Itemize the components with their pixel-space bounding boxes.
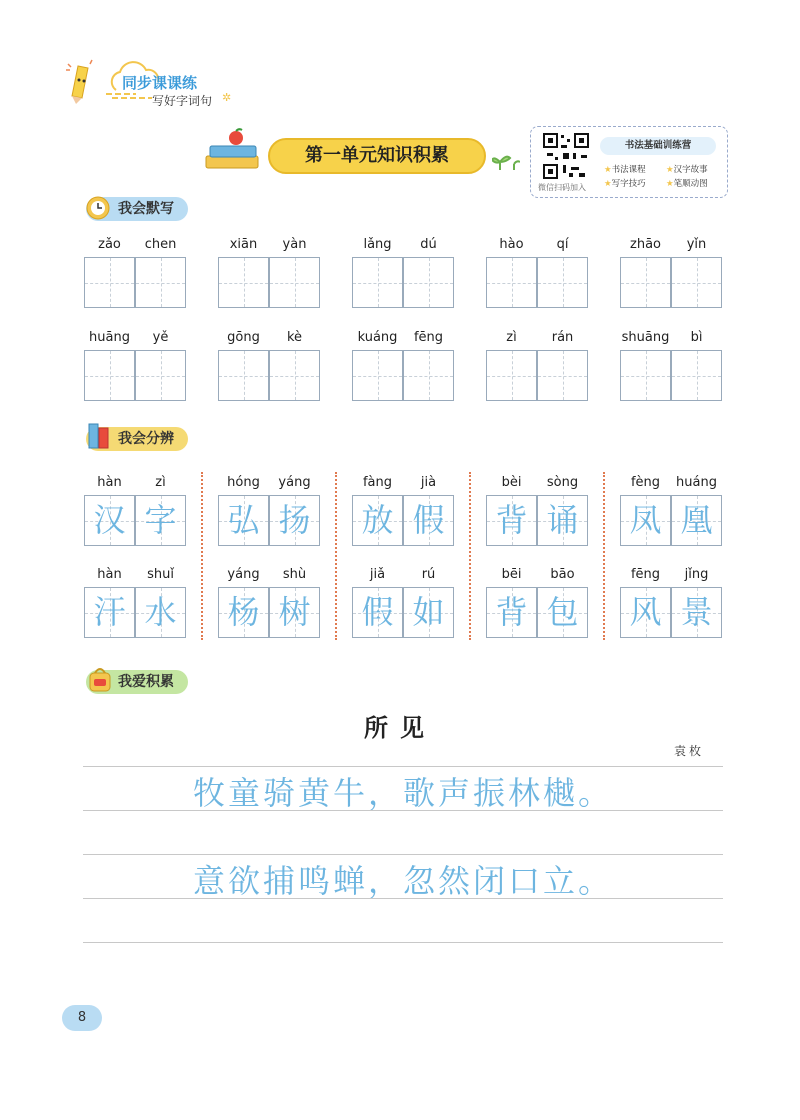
section-dictation-label: 我会默写 [86,197,188,221]
pinyin: dú [420,237,437,252]
page-number: 8 [62,1005,102,1031]
group-separator [469,472,471,640]
unit-title-banner: 第一单元知识积累 [268,138,486,174]
pinyin: rú [421,567,436,582]
hanzi: 背 [495,593,528,631]
qr-item: ★写字技巧 [604,179,646,189]
hanzi: 弘 [227,501,260,539]
pinyin: yáng [227,567,260,582]
ruled-line [83,854,723,855]
hanzi: 水 [144,593,177,631]
pinyin: bèi [501,475,522,490]
group-separator [201,472,203,640]
pinyin: shù [282,567,307,582]
hanzi: 扬 [278,501,311,539]
group-separator [603,472,605,640]
pinyin: yàn [282,237,307,252]
pinyin: jǐng [684,567,709,582]
pinyin: fēng [630,567,661,582]
hanzi: 树 [278,593,311,631]
poem-author: 袁枚 [674,744,705,758]
pinyin: shuǐ [147,567,174,582]
hanzi: 杨 [227,593,260,631]
star-icon: ★ [666,165,674,175]
ruled-line [83,942,723,943]
series-title: 同步课课练 [122,74,198,92]
ruled-line [83,898,723,899]
hanzi: 字 [144,501,177,539]
poem-title: 所见 [364,714,436,742]
pinyin: zhāo [630,237,661,252]
pinyin: fàng [362,475,393,490]
qr-item: ★笔顺动图 [666,179,708,189]
pinyin: shuāng [621,330,670,345]
pinyin: qí [556,237,569,252]
hanzi: 景 [680,593,713,631]
pinyin: jiǎ [369,567,386,582]
series-subtitle: 写好字词句 [152,94,213,108]
pinyin: lǎng [363,237,392,252]
hanzi: 如 [412,593,445,631]
pinyin: zǎo [98,237,121,252]
pinyin: gōng [227,330,260,345]
pinyin: rán [551,330,574,345]
ruled-line [83,810,723,811]
star-icon: ★ [666,179,674,189]
pinyin: hóng [227,475,260,490]
qr-item: ★汉字故事 [666,165,708,175]
pinyin: yǐn [686,237,707,252]
pinyin: sòng [546,475,579,490]
pinyin: fèng [630,475,661,490]
pinyin: bì [690,330,703,345]
pinyin: fēng [413,330,444,345]
hanzi: 诵 [546,501,579,539]
pinyin: hàn [97,475,122,490]
hanzi: 凤 [629,501,662,539]
qr-caption: 微信扫码加入 [538,183,586,192]
hanzi: 汉 [93,501,126,539]
section-accumulate-label: 我爱积累 [86,670,188,694]
hanzi: 假 [361,593,394,631]
pinyin: huāng [89,330,130,345]
group-separator [335,472,337,640]
ruled-line [83,766,723,767]
schoolbag-icon [86,665,114,693]
pinyin: jià [420,475,437,490]
hanzi: 凰 [680,501,713,539]
star-icon: ★ [604,165,612,175]
pinyin: chen [144,237,177,252]
pinyin: yě [152,330,169,345]
pinyin: bāo [550,567,575,582]
qr-item: ★书法课程 [604,165,646,175]
pinyin: zì [506,330,517,345]
pinyin: kuáng [357,330,398,345]
hanzi: 假 [412,501,445,539]
pinyin: huáng [676,475,717,490]
sun-icon: ✲ [222,91,232,104]
pinyin: yáng [278,475,311,490]
pinyin: hàn [97,567,122,582]
pinyin: kè [286,330,303,345]
pinyin: hào [499,237,524,252]
poem-line: 牧童骑黄牛，歌声振林樾。 [192,774,613,812]
star-icon: ★ [604,179,612,189]
hanzi: 汗 [93,593,126,631]
hanzi: 放 [361,501,394,539]
pinyin: xiān [229,237,258,252]
hanzi: 包 [546,593,579,631]
qr-title: 书法基础训练营 [600,137,716,155]
section-distinguish-label: 我会分辨 [86,427,188,451]
pinyin: zì [155,475,166,490]
pinyin: bēi [501,567,522,582]
hanzi: 背 [495,501,528,539]
poem-line: 意欲捕鸣蝉，忽然闭口立。 [192,862,613,900]
hanzi: 风 [629,593,662,631]
